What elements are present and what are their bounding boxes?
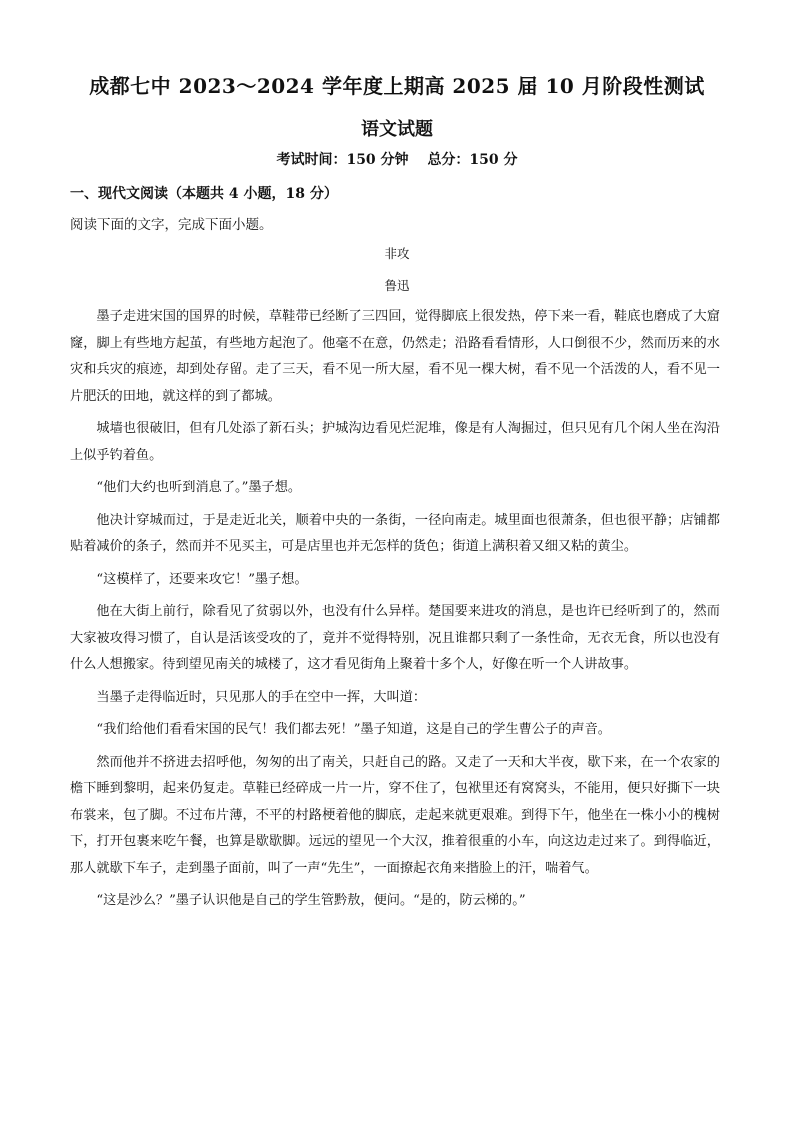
total-score: 总分：150 分 <box>427 152 518 168</box>
paragraph: 他决计穿城而过，于是走近北关，顺着中央的一条街，一径向南走。城里面也很萧条，但也很平静；店铺都贴着减价的条子，然而并不见买主，可是店里也并无怎样的货色；街道上满积着又细又粘的黄尘。 <box>70 512 720 554</box>
paragraph: “这模样了，还要来攻它！”墨子想。 <box>96 571 308 587</box>
paragraph: 然而他并不挤进去招呼他，匆匆的出了南关，只赶自己的路。又走了一天和大半夜，歇下来，在一个农家的檐下睡到黎明，起来仍复走。草鞋已经碎成一片一片，穿不住了，包袱里还有窝窝头，不能用，便只好撕下一块布裳来，包了脚。不过布片薄，不平的村路梗着他的脚底，走起来就更艰难。到得下午，他坐在一株小小的槐树下，打开包裹来吃午餐，也算是歇歇脚。远远的望见一个大汉，推着很重的小车，向这边走过来了。到得临近，那人就歇下车子，走到墨子面前，叫了一声“先生”，一面撩起衣角来揩脸上的汗，喘着气。 <box>70 754 720 876</box>
article-body <box>70 304 720 921</box>
paragraph: 城墙也很破旧，但有几处添了新石头；护城沟边看见烂泥堆，像是有人淘掘过，但只见有几个闲人坐在沟沿上似乎钓着鱼。 <box>70 421 720 463</box>
article-author: 鲁迅 <box>384 278 410 293</box>
exam-meta <box>0 149 794 169</box>
subject-title: 语文试题 <box>361 119 433 140</box>
exam-title: 成都七中 2023～2024 学年度上期高 2025 届 10 月阶段性测试 <box>89 74 705 98</box>
paragraph: “他们大约也听到消息了。”墨子想。 <box>96 480 302 495</box>
section-heading: 一、现代文阅读（本题共 4 小题，18 分） <box>70 186 338 202</box>
paragraph: 他在大街上前行，除看见了贫弱以外，也没有什么异样。楚国要来进攻的消息，是也许已经听到了的，然而大家被攻得习惯了，自认是活该受攻的了，竟并不觉得特别，况且谁都只剩了一条性命，无衣无食，所以也没有什么人想搬家。待到望见南关的城楼了，这才看见街角上聚着十多个人，好像在听一个人讲故事。 <box>70 604 720 672</box>
exam-time: 考试时间：150 分钟 <box>276 152 409 168</box>
paragraph: “我们给他们看看宋国的民气！我们都去死！”墨子知道，这是自己的学生曹公子的声音。 <box>96 722 611 737</box>
article-title: 非攻 <box>384 246 410 261</box>
paragraph: “这是沙么？”墨子认识他是自己的学生管黔敖，便问。“是的，防云梯的。” <box>96 893 526 908</box>
reading-instruction: 阅读下面的文字，完成下面小题。 <box>70 217 273 233</box>
paragraph: 当墨子走得临近时，只见那人的手在空中一挥，大叫道： <box>96 689 427 705</box>
paragraph: 墨子走进宋国的国界的时候，草鞋带已经断了三四回，觉得脚底上很发热，停下来一看，鞋底也磨成了大窟窿，脚上有些地方起茧，有些地方起泡了。他毫不在意，仍然走；沿路看看情形，人口倒很不少，然而历来的水灾和兵灾的痕迹，却到处存留。走了三天，看不见一所大屋，看不见一棵大树，看不见一个活泼的人，看不见一片肥沃的田地，就这样的到了都城。 <box>70 309 720 404</box>
